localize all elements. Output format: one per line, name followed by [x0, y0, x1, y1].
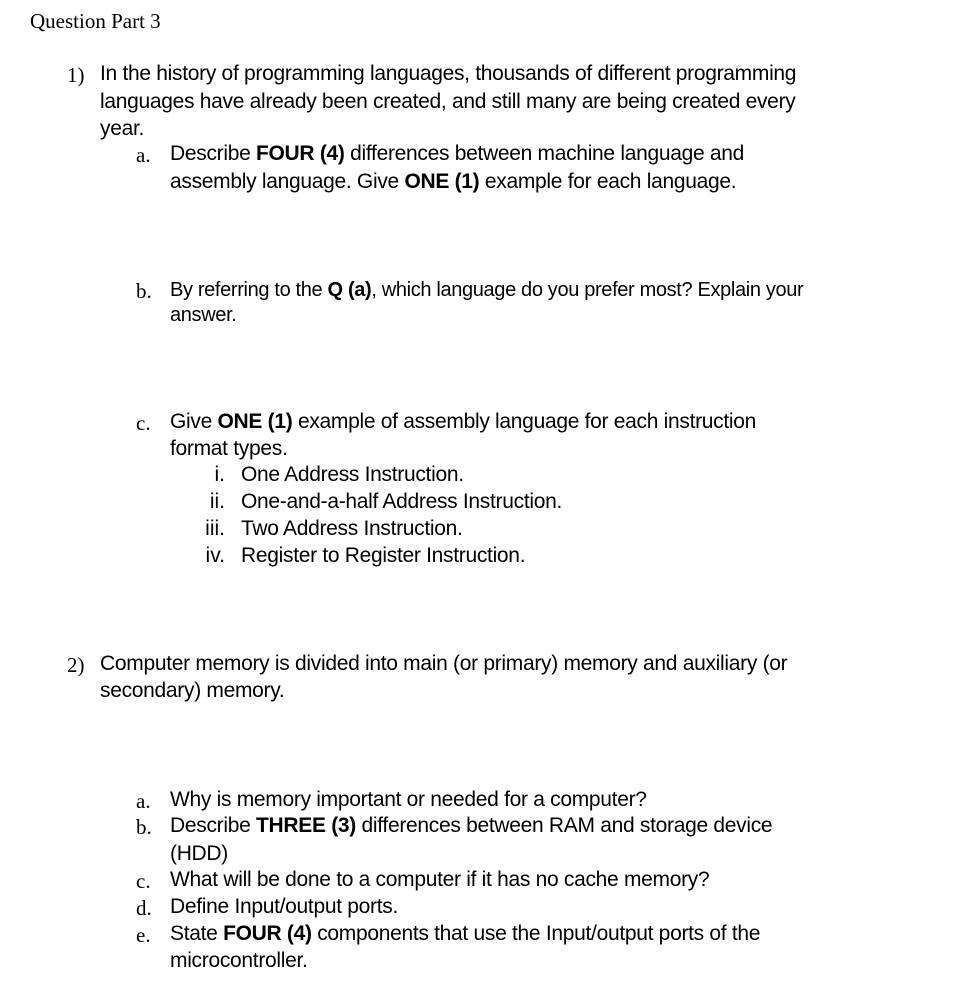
q1c-item-text: Two Address Instruction. [241, 517, 463, 540]
q1-line-1: In the history of programming languages, thousands of different programming [100, 62, 797, 85]
q2e-line-2: microcontroller. [170, 949, 308, 972]
q2b-line-2: (HDD) [170, 842, 228, 865]
q1-line-2: languages have already been created, and still many are being created every [100, 90, 796, 113]
q1c-line-2: format types. [170, 437, 288, 460]
q1b-line-2: answer. [170, 304, 237, 326]
q2b-line-1: Describe THREE (3) differences between RAM and storage device [170, 814, 773, 837]
q1c-item-text: One Address Instruction. [241, 463, 464, 486]
q1c-item-marker: iii. [205, 517, 225, 540]
q2b-marker: b. [136, 815, 152, 839]
q1c-marker: c. [136, 411, 151, 435]
q1b-line-1: By referring to the Q (a), which language do you prefer most? Explain your [170, 279, 804, 301]
q1c-item-marker: iv. [205, 544, 225, 567]
q2d-marker: d. [136, 896, 152, 920]
q2c-text: What will be done to a computer if it has no cache memory? [170, 868, 710, 891]
q1c-item-marker: i. [214, 463, 225, 486]
q1a-marker: a. [136, 143, 151, 167]
q2e-line-1: State FOUR (4) components that use the Input/output ports of the [170, 922, 761, 945]
q1c-item-marker: ii. [209, 490, 225, 513]
q2-line-2: secondary) memory. [100, 679, 285, 702]
q2-number: 2) [67, 653, 85, 677]
q1c-line-1: Give ONE (1) example of assembly language for each instruction [170, 410, 757, 433]
page-title: Question Part 3 [30, 9, 161, 33]
q1-line-3: year. [100, 117, 145, 140]
q1c-item-text: One-and-a-half Address Instruction. [241, 490, 563, 513]
q1c-item-text: Register to Register Instruction. [241, 544, 526, 567]
q1-number: 1) [67, 63, 85, 87]
q2-line-1: Computer memory is divided into main (or primary) memory and auxiliary (or [100, 652, 788, 675]
q2c-marker: c. [136, 869, 151, 893]
q2a-marker: a. [136, 789, 151, 813]
q2a-text: Why is memory important or needed for a computer? [170, 788, 647, 811]
q1b-marker: b. [136, 279, 152, 303]
q2d-text: Define Input/output ports. [170, 895, 399, 918]
q1a-line-2: assembly language. Give ONE (1) example for each language. [170, 170, 737, 193]
q1a-line-1: Describe FOUR (4) differences between machine language and [170, 142, 745, 165]
q2e-marker: e. [136, 923, 151, 947]
